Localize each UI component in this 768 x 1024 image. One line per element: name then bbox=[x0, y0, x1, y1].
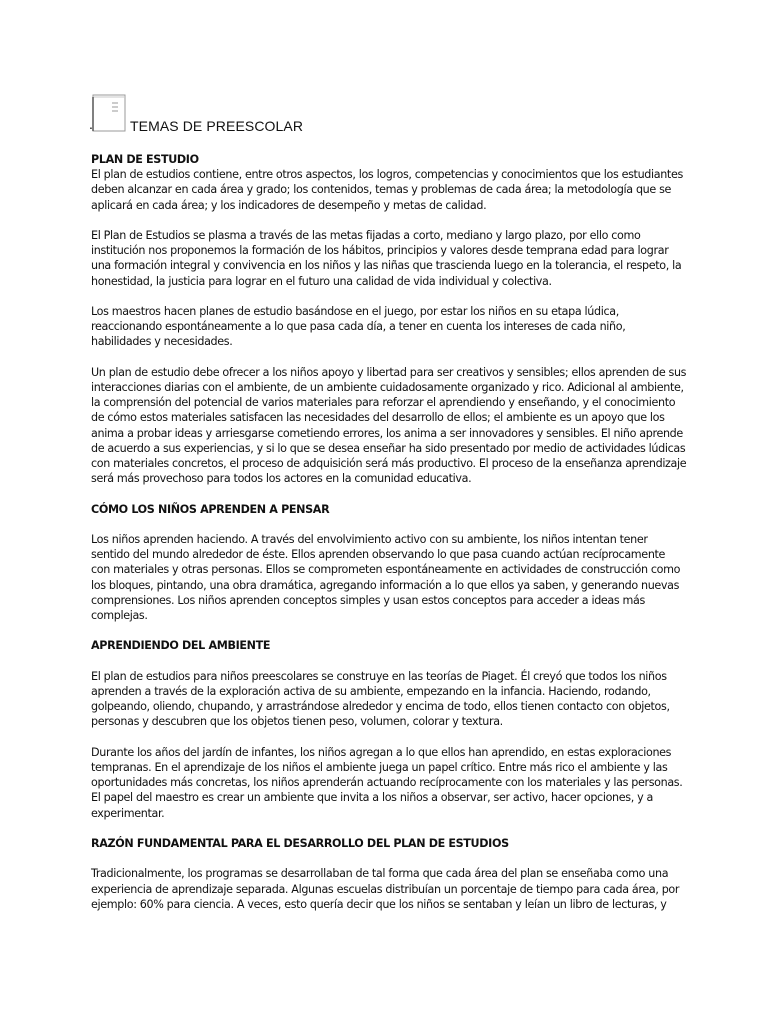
document-body bbox=[91, 152, 687, 927]
title-marker: . bbox=[89, 116, 93, 132]
paragraph: El plan de estudios para niños preescolares se construye en las teorías de Piaget. Él creyó que todos los niños aprenden a través de la exploración activa de su ambiente, empezando en la infancia. Haciendo, rodando, golpeando, oliendo, chupando, y arrastrándose alrededor y encima de todo, ellos tienen contacto con objetos, personas y descubren que los objetos tienen peso, volumen, colorar y textura. bbox=[91, 669, 670, 729]
section-razon-fundamental bbox=[91, 836, 687, 912]
paragraph: Un plan de estudio debe ofrecer a los niños apoyo y libertad para ser creativos y sensibles; ellos aprenden de sus interacciones diarias con el ambiente, de un ambiente cuidadosamente organizado y rico. Adicional al ambiente, la comprensión del potencial de varios materiales para reforzar el aprendiendo y enseñando, y el conocimiento de cómo estos materiales satisfacen las necesidades del desarrollo de ellos; el ambiente es un apoyo que los anima a probar ideas y arriesgarse cometiendo errores, los anima a ser innovadores y sensibles. El niño aprende de acuerdo a sus experiencias, y si lo que se desea enseñar ha sido presentado por medio de actividades lúdicas con materiales concretos, el proceso de adquisición será más productivo. El proceso de la enseñanza aprendizaje será más provechoso para todos los actores en la comunidad educativa. bbox=[91, 365, 687, 486]
document-placeholder-icon bbox=[92, 94, 126, 132]
paragraph: El plan de estudios contiene, entre otros aspectos, los logros, competencias y conocimientos que los estudiantes deben alcanzar en cada área y grado; los contenidos, temas y problemas de cada área; la metodología que se aplicará en cada área; y los indicadores de desempeño y metas de calidad. bbox=[91, 168, 683, 212]
paragraph: Tradicionalmente, los programas se desarrollaban de tal forma que cada área del plan se enseñaba como una experiencia de aprendizaje separada. Algunas escuelas distribuían un porcentaje de tiempo para cada área, por ejemplo: 60% para ciencia. A veces, esto quería decir que los niños se sentaban y leían un libro de lecturas, y bbox=[91, 867, 680, 911]
section-plan-de-estudio bbox=[91, 152, 687, 486]
section-aprendiendo-ambiente bbox=[91, 638, 687, 820]
document-title: TEMAS DE PREESCOLAR bbox=[130, 118, 304, 134]
section-heading: APRENDIENDO DEL AMBIENTE bbox=[91, 639, 271, 653]
paragraph: Los maestros hacen planes de estudio basándose en el juego, por estar los niños en su etapa lúdica, reaccionando espontáneamente a lo que pasa cada día, a tener en cuenta los intereses de cada niño, habilidades y necesidades. bbox=[91, 305, 626, 349]
section-heading: PLAN DE ESTUDIO bbox=[91, 153, 199, 166]
section-heading: CÓMO LOS NIÑOS APRENDEN A PENSAR bbox=[91, 502, 330, 516]
paragraph: Los niños aprenden haciendo. A través del envolvimiento activo con su ambiente, los niños intentan tener sentido del mundo alrededor de éste. Ellos aprenden observando lo que pasa cuando actúan recíprocamente con materiales y otras personas. Ellos se comprometen espontáneamente en actividades de construcción como los bloques, pintando, una obra dramática, agregando información a lo que ellos ya saben, y generando nuevas comprensiones. Los niños aprenden conceptos simples y usan estos conceptos para acceder a ideas más complejas. bbox=[91, 533, 681, 623]
paragraph: Durante los años del jardín de infantes, los niños agregan a lo que ellos han aprendido, en estas exploraciones tempranas. En el aprendizaje de los niños el ambiente juega un papel crítico. Entre más rico el ambiente y las oportunidades más concretas, los niños aprenderán actuando recíprocamente con los materiales y las personas. El papel del maestro es crear un ambiente que invita a los niños a observar, ser activo, hacer opciones, y a experimentar. bbox=[91, 745, 683, 820]
section-como-aprenden bbox=[91, 502, 687, 624]
paragraph: El Plan de Estudios se plasma a través de las metas fijadas a corto, mediano y largo plazo, por ello como institución nos proponemos la formación de los hábitos, principios y valores desde temprana edad para lograr una formación integral y convivencia en los niños y las niñas que trascienda luego en la tolerancia, el respeto, la honestidad, la justicia para lograr en el futuro una calidad de vida individual y colectiva. bbox=[91, 229, 682, 288]
section-heading: RAZÓN FUNDAMENTAL PARA EL DESARROLLO DEL PLAN DE ESTUDIOS bbox=[91, 837, 509, 850]
